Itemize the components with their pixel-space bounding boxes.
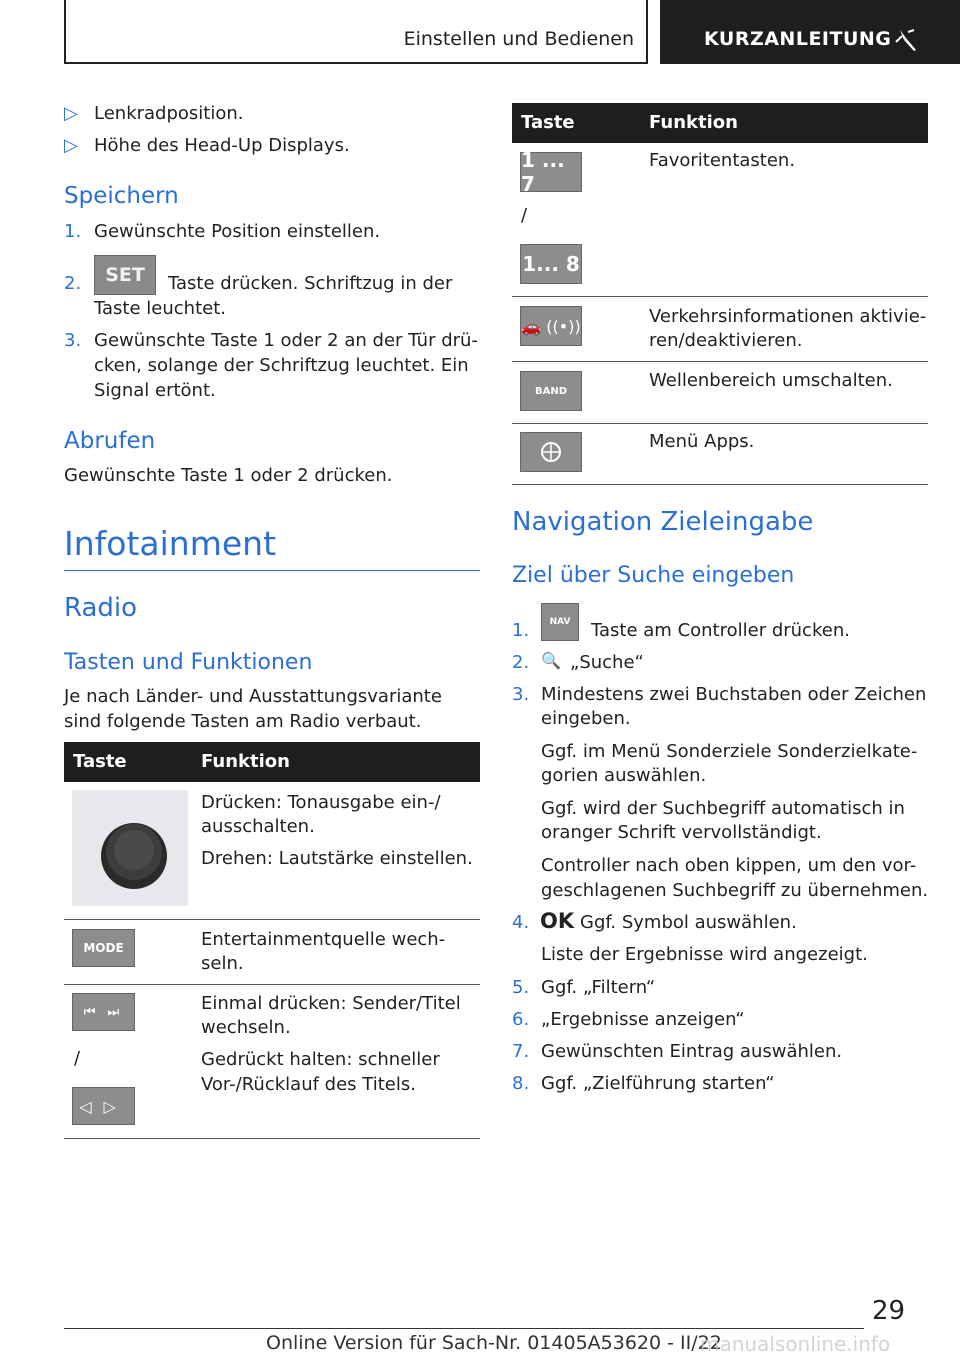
heading-speichern: Speichern (64, 183, 179, 209)
abrufen-text: Gewünschte Taste 1 oder 2 drücken. (64, 465, 393, 486)
table-row-rule (512, 296, 928, 297)
function-text: Menü Apps. (649, 431, 755, 452)
bullet-marker-icon: ▷ (64, 103, 78, 124)
mode-key-icon: MODE (72, 929, 135, 967)
table-row-rule (64, 919, 480, 920)
header-chapter-box (660, 0, 960, 64)
footer-rule (64, 1328, 864, 1329)
heading-navigation: Navigation Zieleingabe (512, 507, 814, 537)
table-header: Taste Funktion (512, 103, 928, 143)
key-separator: / (74, 1048, 81, 1069)
heading-ziel: Ziel über Suche eingeben (512, 563, 795, 588)
band-key-icon: BAND (520, 371, 582, 411)
header-chapter-title: KURZANLEITUNG (704, 28, 892, 50)
step-number: 2. (512, 652, 530, 673)
step-text: „Suche“ (570, 652, 644, 673)
set-key-icon: SET (94, 255, 156, 295)
step-text: Ggf. Symbol auswählen. (580, 912, 797, 933)
step-text: Ggf. wird der Suchbegriff automatisch in (541, 798, 905, 819)
step-number: 5. (512, 977, 530, 998)
tasten-intro: sind folgende Tasten am Radio verbaut. (64, 711, 422, 732)
bullet-marker-icon: ▷ (64, 135, 78, 156)
function-text: Gedrückt halten: schneller (201, 1049, 440, 1070)
function-text: Vor-/Rücklauf des Titels. (201, 1074, 416, 1095)
step-number: 2. (64, 273, 82, 294)
page-number: 29 (872, 1296, 906, 1326)
function-text: Drehen: Lautstärke einstellen. (201, 848, 473, 869)
table-bottom-rule (64, 1138, 480, 1139)
function-text: seln. (201, 953, 244, 974)
step-text: Controller nach oben kippen, um den vor- (541, 855, 917, 876)
step-text: Ggf. „Filtern“ (541, 977, 656, 998)
footer-text: Online Version für Sach-Nr. 01405A53620 - II/22 (266, 1332, 722, 1354)
function-text: Wellenbereich umschalten. (649, 370, 893, 391)
apps-key-icon (520, 432, 582, 472)
table-row-rule (512, 423, 928, 424)
search-icon: 🔍 (541, 651, 561, 670)
heading-tasten: Tasten und Funktionen (64, 650, 313, 675)
step-text: geschlagenen Suchbegriff zu übernehmen. (541, 880, 929, 901)
step-text: Signal ertönt. (94, 380, 216, 401)
infotainment-rule (64, 570, 480, 571)
step-text: gorien auswählen. (541, 765, 707, 786)
step-text: Taste drücken. Schriftzug in der (168, 273, 453, 294)
table-header: Taste Funktion (64, 742, 480, 782)
quickstart-icon (894, 28, 920, 52)
header-section-box (64, 0, 648, 64)
step-text: „Ergebnisse anzeigen“ (541, 1009, 745, 1030)
step-text: Gewünschte Position einstellen. (94, 221, 381, 242)
key-separator: / (521, 205, 528, 226)
table-row-rule (512, 361, 928, 362)
table-row-rule (64, 984, 480, 985)
step-text: Gewünschten Eintrag auswählen. (541, 1041, 843, 1062)
step-text: Ggf. im Menü Sonderziele Sonderzielkate- (541, 741, 918, 762)
step-number: 6. (512, 1009, 530, 1030)
heading-radio: Radio (64, 593, 138, 623)
favorite-key-8-icon: 1... 8 (520, 244, 582, 284)
step-text: eingeben. (541, 708, 631, 729)
function-text: Drücken: Tonausgabe ein-/ (201, 792, 441, 813)
function-text: wechseln. (201, 1017, 291, 1038)
table-bottom-rule (512, 484, 928, 485)
step-text: Mindestens zwei Buchstaben oder Zeichen (541, 684, 927, 705)
step-number: 8. (512, 1073, 530, 1094)
step-number: 7. (512, 1041, 530, 1062)
step-text: cken, solange der Schriftzug leuchtet. Ein (94, 355, 469, 376)
header-section-title: Einstellen und Bedienen (403, 28, 634, 50)
step-number: 3. (512, 684, 530, 705)
ok-icon: OK (540, 909, 575, 933)
step-text: Taste leuchtet. (94, 298, 226, 319)
function-text: ausschalten. (201, 816, 315, 837)
function-text: Entertainmentquelle wech- (201, 929, 446, 950)
step-number: 1. (64, 221, 82, 242)
step-number: 1. (512, 620, 530, 641)
step-text: Gewünschte Taste 1 oder 2 an der Tür drü- (94, 330, 478, 351)
function-text: Einmal drücken: Sender/Titel (201, 993, 461, 1014)
function-text: Favoritentasten. (649, 150, 796, 171)
function-text: Verkehrsinformationen aktivie- (649, 306, 927, 327)
step-text: Taste am Controller drücken. (591, 620, 850, 641)
heading-abrufen: Abrufen (64, 428, 156, 454)
traffic-info-key-icon: 🚗 ((•)) (520, 306, 582, 346)
tasten-intro: Je nach Länder- und Ausstattungsvariante (64, 686, 442, 707)
skip-key-icon: ⏮ ⏭ (72, 993, 135, 1031)
watermark: manualsonline.info (700, 1332, 891, 1356)
step-number: 4. (512, 912, 530, 933)
nav-key-icon: NAV (541, 603, 579, 641)
step-text: Liste der Ergebnisse wird angezeigt. (541, 944, 868, 965)
arrow-key-icon: ◁▷ (72, 1087, 135, 1125)
function-text: ren/deaktivieren. (649, 330, 803, 351)
favorite-key-7-icon: 1 ... 7 (520, 152, 582, 192)
heading-infotainment: Infotainment (64, 524, 277, 563)
step-number: 3. (64, 330, 82, 351)
step-text: Ggf. „Zielführung starten“ (541, 1073, 775, 1094)
step-text: oranger Schrift vervollständigt. (541, 822, 822, 843)
volume-knob-image (72, 790, 188, 906)
